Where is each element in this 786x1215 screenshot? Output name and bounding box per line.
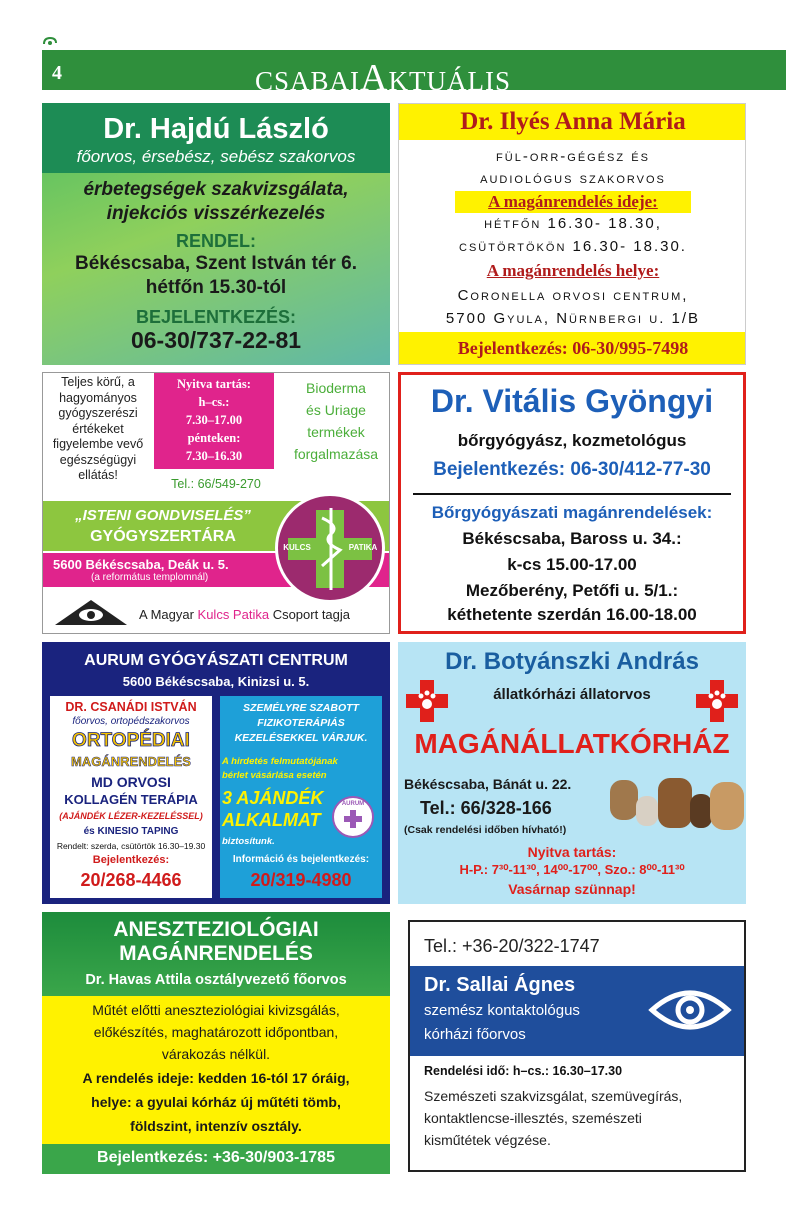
- phone: Tel.: +36-20/322-1747: [424, 936, 600, 956]
- sunday-closed: Vasárnap szünnap!: [508, 881, 636, 897]
- location-2: Mezőberény, Petőfi u. 5/1.:: [465, 581, 679, 600]
- doctor-specialty: főorvos, érsebész, sebész szakorvos: [76, 147, 356, 166]
- doctor-name: Dr. Vitális Gyöngyi: [430, 383, 714, 419]
- ad-sallai: [408, 920, 746, 1172]
- seal-text: AURUM: [341, 801, 365, 807]
- service-line-2: injekciós visszérkezelés: [106, 203, 326, 224]
- ad-pharmacy: [42, 372, 390, 634]
- call-note: (Csak rendelési időben hívható!): [404, 824, 567, 836]
- location-1: Békéscsaba, Baross u. 34.:: [462, 529, 682, 548]
- swirl-logo-icon: [42, 36, 58, 48]
- left-line: egészségügyi: [59, 452, 137, 467]
- caduceus-icon: [314, 504, 348, 594]
- opening-hours: H-P.: 7³⁰-11³⁰, 14⁰⁰-17⁰⁰, Szo.: 8⁰⁰-11³⁰: [459, 862, 685, 877]
- office-hours: hétfőn 15.30-tól: [145, 277, 287, 298]
- title-line-1: ANESZTEZIOLÓGIAI: [113, 918, 319, 941]
- offer-line-3: KEZELÉSEKKEL VÁRJUK.: [234, 732, 368, 744]
- specialty-line-2: kórházi főorvos: [424, 1026, 526, 1043]
- ad-havas: [42, 912, 390, 1174]
- dog-icon: [690, 794, 712, 828]
- place-line-2: 5700 Gyula, Nürnbergi u. 1/B: [445, 310, 701, 327]
- doctor-name: DR. CSANÁDI ISTVÁN: [65, 700, 197, 714]
- phone-1: 20/268-4466: [80, 870, 182, 890]
- laser-line: (AJÁNDÉK LÉZER-KEZELÉSSEL): [59, 811, 203, 821]
- brand-part-1: CSABAI: [255, 66, 361, 96]
- ad-vitalis: [398, 372, 746, 634]
- footer-part: A Magyar: [139, 607, 198, 622]
- md-line: MD ORVOSI: [91, 774, 171, 790]
- brand-line: forgalmazása: [293, 446, 379, 462]
- ad-aurum: [42, 642, 390, 904]
- ad-hajdu: [42, 103, 390, 365]
- info-line-3: földszint, intenzív osztály.: [130, 1118, 302, 1134]
- clinic-address: Békéscsaba, Bánát u. 22.: [404, 776, 572, 792]
- private-practice: MAGÁNRENDELÉS: [71, 754, 191, 769]
- opening-hours-box: [154, 373, 274, 469]
- booking-label: BEJELENTKEZÉS:: [135, 307, 297, 327]
- left-line: gyógyszerészi: [58, 406, 138, 420]
- booking-phone: Bejelentkezés: +36-30/903-1785: [97, 1149, 335, 1166]
- doctor-specialty: bőrgyógyász, kozmetológus: [457, 431, 687, 450]
- service-line-2: kontaktlencse-illesztés, szemészeti: [424, 1110, 642, 1126]
- info-label: Információ és bejelentkezés:: [232, 854, 370, 865]
- collagen-line: KOLLAGÉN TERÁPIA: [64, 792, 198, 807]
- section-heading: Bőrgyógyászati magánrendelések:: [431, 503, 713, 522]
- pharmacy-name-2: GYÓGYSZERTÁRA: [90, 528, 236, 545]
- booking-phone: Bejelentkezés: 06-30/995-7498: [457, 338, 689, 358]
- gift-big-2: ALKALMAT: [222, 810, 321, 830]
- hours-line-1: hétfőn 16.30- 18.30,: [484, 215, 662, 232]
- hours-2: kéthetente szerdán 16.00-18.00: [447, 605, 697, 624]
- desc-line-3: várakozás nélkül.: [161, 1046, 271, 1062]
- open-line: 7.30–17.00: [185, 413, 243, 427]
- left-line: értékeket: [72, 421, 124, 436]
- dog-icon: [610, 780, 638, 820]
- footer-part: Kulcs Patika: [197, 607, 270, 622]
- info-line-2: helye: a gyulai kórház új műtéti tömb,: [91, 1094, 341, 1110]
- ad-ilyes: [398, 103, 746, 365]
- brand-line: Bioderma: [306, 380, 366, 396]
- pharmacy-address-note: (a református templomnál): [91, 572, 209, 583]
- doctor-name: Dr. Havas Attila osztályvezető főorvos: [85, 972, 347, 988]
- offer-line-1: SZEMÉLYRE SZABOTT: [243, 702, 359, 714]
- hours-heading: Nyitva tartás:: [527, 844, 617, 860]
- clinic-phone: Tel.: 66/328-166: [420, 798, 552, 818]
- eye-pyramid-icon: [51, 597, 131, 627]
- eye-icon: [648, 984, 732, 1036]
- place-heading: A magánrendelés helye:: [486, 261, 660, 280]
- specialty-line-2: audiológus szakorvos: [480, 170, 666, 187]
- specialty-line-1: fül-orr-gégész és: [496, 148, 650, 165]
- brand-line: termékek: [307, 424, 365, 440]
- title-line-2: MAGÁNRENDELÉS: [119, 942, 313, 965]
- left-line: figyelembe vevő: [52, 437, 144, 451]
- kinesio-line: és KINESIO TAPING: [83, 826, 179, 837]
- doctor-name: Dr. Hajdú László: [103, 113, 329, 145]
- brands-text: [281, 377, 390, 465]
- offer-line-2: FIZIKOTERÁPIÁS: [257, 717, 345, 729]
- booking-label: Bejelentkezés:: [92, 854, 170, 866]
- hours-heading: A magánrendelés ideje:: [488, 192, 658, 211]
- desc-line-2: előkészítés, maghatározott időpontban,: [93, 1024, 339, 1040]
- left-line: hagyományos: [59, 390, 137, 405]
- hours-line: Rendelt: szerda, csütörtök 16.30–19.30: [56, 841, 206, 851]
- kulcs-patika-logo: [275, 493, 385, 603]
- service-line-3: kisműtétek végzése.: [424, 1132, 551, 1148]
- open-line: 7.30–16.30: [185, 449, 243, 463]
- service-line-1: érbetegségek szakvizsgálata,: [83, 179, 349, 200]
- address: Békéscsaba, Szent István tér 6.: [75, 253, 357, 274]
- center-address: 5600 Békéscsaba, Kinizsi u. 5.: [122, 674, 310, 689]
- hours-line-2: csütörtökön 16.30- 18.30.: [459, 238, 687, 255]
- logo-text-kulcs: KULCS: [283, 543, 311, 552]
- divider: [413, 493, 731, 495]
- group-member-text: [139, 607, 350, 622]
- pharmacy-address: 5600 Békéscsaba, Deák u. 5.: [53, 557, 229, 572]
- pharmacy-left-text: [43, 375, 153, 484]
- ortho-title: ORTOPÉDIAI: [72, 730, 190, 751]
- booking-phone: Bejelentkezés: 06-30/412-77-30: [433, 459, 711, 480]
- brand-part-3: KTUÁLIS: [388, 66, 511, 96]
- doctor-name: Dr. Sallai Ágnes: [424, 974, 576, 996]
- desc-line-1: Műtét előtti aneszteziológiai kivizsgálás,: [92, 1002, 340, 1018]
- page-number: 4: [52, 62, 62, 84]
- gift-big-1: 3 AJÁNDÉK: [222, 788, 324, 808]
- center-name: AURUM GYÓGYÁSZATI CENTRUM: [84, 652, 348, 669]
- footer-part: Csoport tagja: [269, 607, 351, 622]
- open-line: Nyitva tartás:: [177, 377, 251, 391]
- hours-1: k-cs 15.00-17.00: [507, 555, 637, 574]
- gift-line-3: biztosítunk.: [222, 836, 275, 847]
- pharmacy-name-1: „ISTENI GONDVISELÉS”: [75, 507, 251, 524]
- gift-line-2: bérlet vásárlása esetén: [222, 770, 327, 781]
- gift-line-1: A hirdetés felmutatójának: [222, 756, 338, 767]
- left-line: ellátás!: [78, 468, 118, 482]
- open-line: pénteken:: [187, 431, 241, 445]
- aurum-seal-icon: [332, 796, 374, 838]
- brand-part-2: A: [360, 57, 389, 99]
- dog-icon: [658, 778, 692, 828]
- pharmacy-phone: Tel.: 66/549-270: [171, 477, 261, 491]
- place-line-1: Coronella orvosi centrum,: [457, 287, 689, 304]
- brand-line: és Uriage: [306, 402, 366, 418]
- phone-number: 06-30/737-22-81: [130, 327, 302, 353]
- left-line: Teljes körű, a: [61, 375, 135, 389]
- logo-text-patika: PATIKA: [348, 543, 378, 552]
- office-hours: Rendelési idő: h–cs.: 16.30–17.30: [424, 1064, 623, 1078]
- doctor-name: Dr. Ilyés Anna Mária: [460, 108, 686, 135]
- pets-illustration: [610, 774, 744, 832]
- clinic-title: MAGÁNÁLLATKÓRHÁZ: [414, 728, 730, 759]
- vet-specialty: állatkórházi állatorvos: [493, 686, 651, 703]
- dog-icon: [710, 782, 744, 830]
- rendel-label: RENDEL:: [176, 231, 256, 251]
- ad-botyanszki: [398, 642, 746, 904]
- vet-name: Dr. Botyánszki András: [445, 648, 699, 675]
- magazine-title: [255, 56, 511, 100]
- open-line: h–cs.:: [198, 395, 230, 409]
- specialty-line-1: szemész kontaktológus: [424, 1002, 580, 1019]
- phone-2: 20/319-4980: [250, 870, 352, 890]
- doctor-specialty: főorvos, ortopédszakorvos: [72, 716, 190, 727]
- service-line-1: Szemészeti szakvizsgálat, szemüvegírás,: [424, 1088, 683, 1104]
- info-line-1: A rendelés ideje: kedden 16-tól 17 óráig,: [82, 1070, 350, 1086]
- cat-icon: [636, 796, 658, 826]
